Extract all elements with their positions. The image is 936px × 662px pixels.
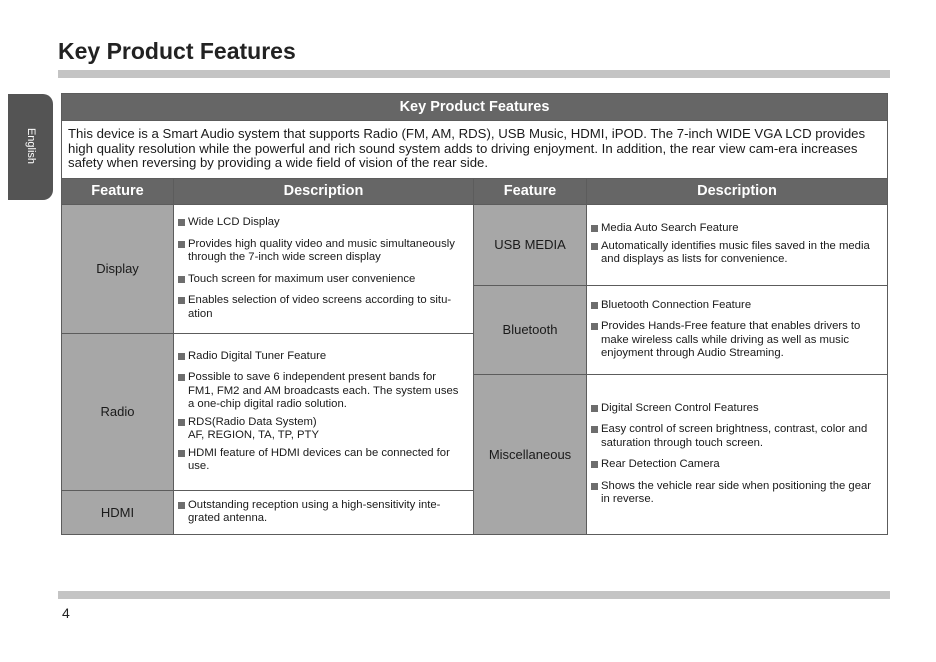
list-item: Automatically identifies music files saved in the media and displays as lists for convenience.: [591, 240, 883, 267]
feature-usb-media: USB MEDIA: [474, 204, 587, 285]
list-item: Digital Screen Control Features: [591, 402, 883, 416]
square-bullet-icon: [178, 276, 185, 283]
feature-radio: Radio: [62, 333, 174, 490]
square-bullet-icon: [591, 426, 598, 433]
square-bullet-icon: [591, 461, 598, 468]
square-bullet-icon: [591, 243, 598, 250]
square-bullet-icon: [591, 483, 598, 490]
description-hdmi: [174, 490, 474, 534]
description-usb-media: [587, 204, 888, 285]
language-tab-label: English: [24, 127, 37, 165]
description-radio: [174, 333, 474, 490]
description-bluetooth: [587, 285, 888, 374]
square-bullet-icon: [178, 219, 185, 226]
column-header-description: Description: [587, 178, 888, 204]
square-bullet-icon: [178, 297, 185, 304]
page-title: Key Product Features: [58, 38, 296, 64]
square-bullet-icon: [178, 450, 185, 457]
list-item: Outstanding reception using a high-sensitivity inte- grated antenna.: [178, 499, 469, 526]
list-item: Shows the vehicle rear side when positioning the gear in reverse.: [591, 480, 883, 507]
column-header-feature: Feature: [474, 178, 587, 204]
feature-display: Display: [62, 204, 174, 333]
list-item: Enables selection of video screens according to situ- ation: [178, 294, 469, 321]
square-bullet-icon: [178, 502, 185, 509]
square-bullet-icon: [178, 419, 185, 426]
description-display: [174, 204, 474, 333]
page-number: 4: [62, 605, 70, 621]
list-item: Provides Hands-Free feature that enables drivers to make wireless calls while driving as well as music enjoyment through Audio Streaming.: [591, 320, 883, 361]
language-tab: [8, 94, 53, 200]
features-table: [61, 93, 888, 535]
list-item: Possible to save 6 independent present bands for FM1, FM2 and AM broadcasts each. The system uses a one-chip digital radio solution.: [178, 371, 469, 412]
square-bullet-icon: [591, 405, 598, 412]
list-item: Radio Digital Tuner Feature: [178, 350, 469, 364]
square-bullet-icon: [591, 323, 598, 330]
column-header-description: Description: [174, 178, 474, 204]
square-bullet-icon: [178, 353, 185, 360]
square-bullet-icon: [591, 225, 598, 232]
list-item: Provides high quality video and music simultaneously through the 7-inch wide screen display: [178, 238, 469, 265]
list-item: HDMI feature of HDMI devices can be connected for use.: [178, 447, 469, 474]
list-item: RDS(Radio Data System) AF, REGION, TA, TP, PTY: [178, 416, 469, 443]
table-intro: This device is a Smart Audio system that supports Radio (FM, AM, RDS), USB Music, HDMI, iPOD. The 7-inch WIDE VGA LCD provides high quality resolution while the powerful and rich sound system adds to driving enjoyment. In addition, the rear view cam-era increases safety when reversing by providing a wide field of vision of the rear side.: [62, 121, 888, 179]
feature-miscellaneous: Miscellaneous: [474, 374, 587, 534]
description-miscellaneous: [587, 374, 888, 534]
square-bullet-icon: [178, 374, 185, 381]
feature-hdmi: HDMI: [62, 490, 174, 534]
list-item: Wide LCD Display: [178, 216, 469, 230]
list-item: Bluetooth Connection Feature: [591, 299, 883, 313]
table-title: Key Product Features: [62, 94, 888, 121]
list-item: Rear Detection Camera: [591, 458, 883, 472]
feature-bluetooth: Bluetooth: [474, 285, 587, 374]
list-item: Easy control of screen brightness, contrast, color and saturation through touch screen.: [591, 423, 883, 450]
list-item: Touch screen for maximum user convenience: [178, 273, 469, 287]
list-item: Media Auto Search Feature: [591, 222, 883, 236]
square-bullet-icon: [178, 241, 185, 248]
column-header-feature: Feature: [62, 178, 174, 204]
square-bullet-icon: [591, 302, 598, 309]
bottom-divider: [58, 591, 890, 599]
top-divider: [58, 70, 890, 78]
